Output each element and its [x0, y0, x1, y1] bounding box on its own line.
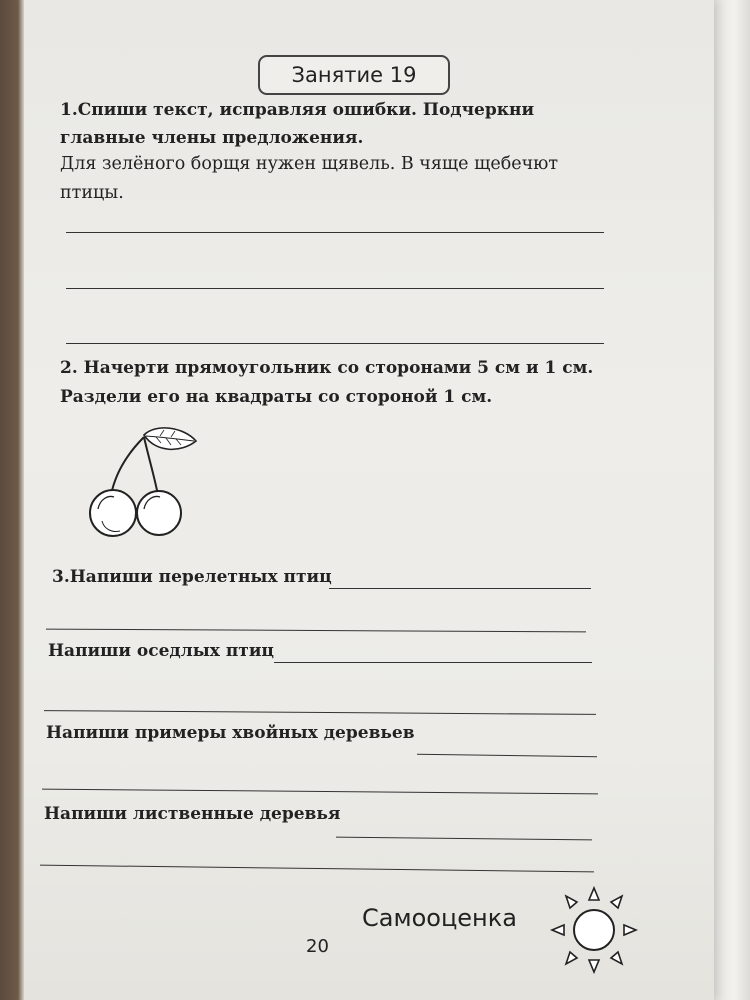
answer-line[interactable]: [42, 789, 598, 795]
sun-icon[interactable]: [544, 878, 644, 978]
answer-line[interactable]: [46, 629, 586, 633]
task1-text-line1: Для зелёного борщя нужен щявель. В чяще щебечют: [60, 154, 559, 174]
answer-line[interactable]: [417, 754, 597, 758]
task3-prompt-deciduous: Напиши лиственные деревья: [44, 804, 341, 824]
task3-prompt-migratory-birds: 3.Напиши перелетных птиц: [52, 567, 332, 587]
task2-line1: 2. Начерти прямоугольник со сторонами 5 см и 1 см.: [60, 358, 594, 378]
task1-instruction-line2: главные члены предложения.: [60, 128, 364, 148]
task1-instruction-line1: 1.Спиши текст, исправляя ошибки. Подчеркни: [60, 100, 535, 120]
answer-line[interactable]: [329, 588, 591, 589]
answer-line[interactable]: [66, 232, 604, 233]
worksheet-page: [24, 0, 714, 1000]
lesson-title: Занятие 19: [291, 63, 417, 87]
answer-line[interactable]: [66, 343, 604, 344]
task1-text-line2: птицы.: [60, 183, 124, 203]
task3-prompt-conifers: Напиши примеры хвойных деревьев: [46, 723, 415, 743]
answer-line[interactable]: [44, 710, 596, 715]
cherry-icon: [86, 425, 201, 540]
page-number: 20: [306, 936, 329, 957]
answer-line[interactable]: [336, 837, 592, 841]
answer-line[interactable]: [40, 865, 594, 873]
lesson-title-box: [258, 55, 450, 95]
self-assessment-label: Самооценка: [362, 904, 517, 932]
answer-line[interactable]: [66, 288, 604, 289]
answer-line[interactable]: [274, 662, 592, 663]
task2-line2: Раздели его на квадраты со стороной 1 см.: [60, 387, 493, 407]
task3-prompt-resident-birds: Напиши оседлых птиц: [48, 641, 274, 661]
